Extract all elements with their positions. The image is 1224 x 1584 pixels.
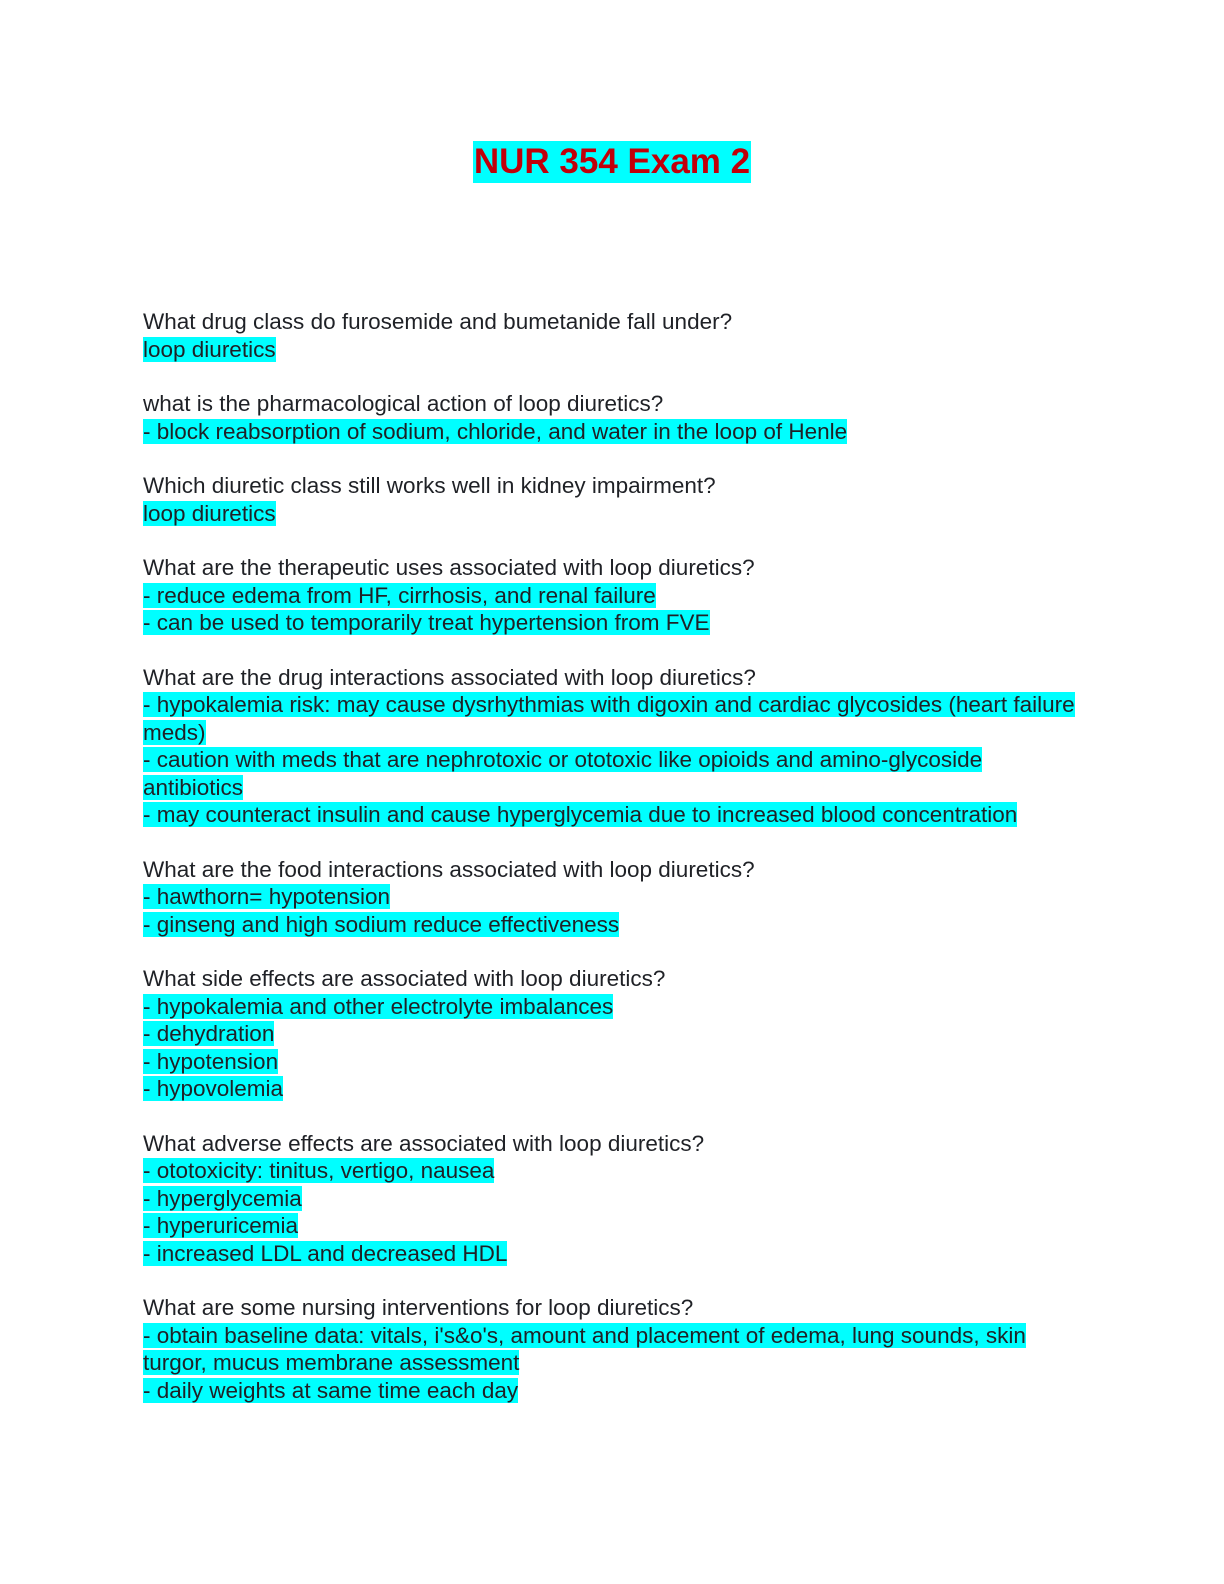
answer-line bbox=[143, 911, 1083, 939]
highlighted-answer: - hyperglycemia bbox=[143, 1185, 302, 1211]
answer-line bbox=[143, 1185, 1083, 1213]
answer-line bbox=[143, 609, 1083, 637]
highlighted-answer: - daily weights at same time each day bbox=[143, 1377, 519, 1403]
answer-line bbox=[143, 1322, 1083, 1377]
answer-line bbox=[143, 1075, 1083, 1103]
highlighted-answer: - may counteract insulin and cause hyperglycemia due to increased blood concentration bbox=[143, 802, 1018, 827]
question-text: What are the drug interactions associated with loop diuretics? bbox=[143, 664, 756, 690]
highlighted-answer: - hypokalemia and other electrolyte imbalances bbox=[143, 993, 614, 1019]
answer-line bbox=[143, 746, 1083, 801]
question-text: What drug class do furosemide and bumetanide fall under? bbox=[143, 309, 733, 334]
qa-item bbox=[143, 472, 1083, 527]
question-text: What adverse effects are associated with loop diuretics? bbox=[143, 1130, 705, 1156]
answer-line bbox=[143, 801, 1083, 829]
highlighted-answer: - hyperuricemia bbox=[143, 1213, 299, 1238]
answer-line bbox=[143, 993, 1083, 1021]
highlighted-answer: - hypovolemia bbox=[143, 1076, 284, 1101]
answer-line bbox=[143, 1020, 1083, 1048]
highlighted-answer: - obtain baseline data: vitals, i's&o's, amount and placement of edema, lung sounds, skin turgor, mucus membrane assessment bbox=[143, 1322, 1026, 1375]
answer-list bbox=[143, 582, 1083, 637]
highlighted-answer: - caution with meds that are nephrotoxic or ototoxic like opioids and amino-glycoside antibiotics bbox=[143, 747, 983, 800]
qa-item bbox=[143, 308, 1083, 363]
answer-line bbox=[143, 1157, 1083, 1185]
question-text: What are some nursing interventions for loop diuretics? bbox=[143, 1295, 694, 1320]
answer-line bbox=[143, 1377, 1083, 1405]
answer-line bbox=[143, 1048, 1083, 1076]
qa-item bbox=[143, 965, 1083, 1103]
answer-line bbox=[143, 691, 1083, 746]
answer-list bbox=[143, 691, 1083, 829]
highlighted-answer: loop diuretics bbox=[143, 336, 276, 362]
title-container bbox=[0, 141, 1224, 183]
document-title: NUR 354 Exam 2 bbox=[473, 142, 751, 181]
highlighted-answer: - ginseng and high sodium reduce effectiveness bbox=[143, 911, 620, 937]
question-text: What side effects are associated with loop diuretics? bbox=[143, 966, 666, 991]
qa-item bbox=[143, 390, 1083, 445]
question-text: What are the therapeutic uses associated with loop diuretics? bbox=[143, 555, 755, 580]
qa-item bbox=[143, 1130, 1083, 1268]
question-text: What are the food interactions associated with loop diuretics? bbox=[143, 856, 755, 882]
highlighted-answer: - can be used to temporarily treat hypertension from FVE bbox=[143, 610, 710, 635]
answer-list bbox=[143, 418, 1083, 446]
highlighted-answer: loop diuretics bbox=[143, 500, 276, 526]
qa-item bbox=[143, 1294, 1083, 1404]
highlighted-answer: - dehydration bbox=[143, 1021, 275, 1046]
answer-line bbox=[143, 418, 1083, 446]
answer-line bbox=[143, 1240, 1083, 1268]
highlighted-answer: - block reabsorption of sodium, chloride, and water in the loop of Henle bbox=[143, 418, 848, 444]
highlighted-answer: - ototoxicity: tinitus, vertigo, nausea bbox=[143, 1158, 495, 1183]
qa-item bbox=[143, 664, 1083, 829]
question-text: Which diuretic class still works well in kidney impairment? bbox=[143, 473, 716, 498]
highlighted-answer: - hawthorn= hypotension bbox=[143, 884, 391, 909]
answer-line bbox=[143, 1212, 1083, 1240]
question-text: what is the pharmacological action of loop diuretics? bbox=[143, 391, 664, 416]
answer-list bbox=[143, 336, 1083, 364]
answer-line bbox=[143, 336, 1083, 364]
answer-line bbox=[143, 500, 1083, 528]
answer-list bbox=[143, 1157, 1083, 1267]
highlighted-answer: - hypotension bbox=[143, 1048, 279, 1074]
qa-item bbox=[143, 554, 1083, 637]
highlighted-answer: - hypokalemia risk: may cause dysrhythmias with digoxin and cardiac glycosides (heart failure meds) bbox=[143, 692, 1075, 745]
qa-item bbox=[143, 856, 1083, 939]
answer-list bbox=[143, 993, 1083, 1103]
answer-list bbox=[143, 883, 1083, 938]
answer-line bbox=[143, 582, 1083, 610]
qa-content bbox=[143, 308, 1083, 1431]
highlighted-answer: - reduce edema from HF, cirrhosis, and renal failure bbox=[143, 582, 656, 608]
answer-line bbox=[143, 883, 1083, 911]
answer-list bbox=[143, 500, 1083, 528]
highlighted-answer: - increased LDL and decreased HDL bbox=[143, 1240, 508, 1266]
answer-list bbox=[143, 1322, 1083, 1405]
